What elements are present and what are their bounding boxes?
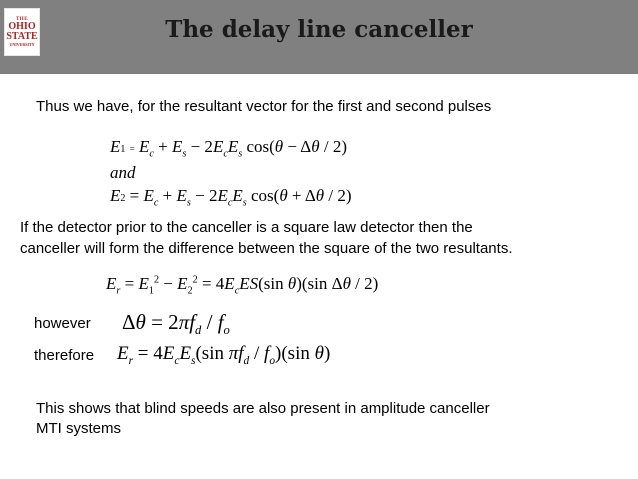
equation-e2: $E2 = E_c + E_s - 2E_cE_s$ cos(θ + Δθ / 2)	[110, 186, 352, 209]
logo-line-1: THE	[15, 17, 29, 22]
logo-line-3: STATE	[6, 31, 38, 42]
intro-text: Thus we have, for the resultant vector for the first and second pulses	[36, 98, 492, 115]
header-bar	[0, 0, 638, 74]
therefore-label: therefore	[34, 347, 95, 364]
detector-text-line-2: canceller will form the difference between the square of the two resultants.	[20, 240, 513, 257]
equation-er-final: $E_r = 4E_cE_s(\sin$ $\pi f_d / f_o)(\sin$ θ)	[117, 343, 331, 367]
logo-line-2: OHIO	[8, 21, 36, 32]
conclusion-text-line-2: MTI systems	[36, 420, 121, 437]
detector-text-line-1: If the detector prior to the canceller is a square law detector then the	[20, 219, 473, 236]
equation-delta-theta: $\Delta\theta = 2\pi f_d / f_o$	[122, 310, 230, 338]
and-word: and	[110, 163, 136, 182]
equation-e1: $E1 = E_c + E_s - 2E_cE_s$ cos(θ − Δθ / 2)	[110, 137, 347, 160]
slide-title: The delay line canceller	[165, 16, 473, 43]
conclusion-text-line-1: This shows that blind speeds are also present in amplitude canceller	[36, 400, 490, 417]
logo-line-4: UNIVERSITY	[9, 42, 35, 47]
equation-er-square-law: $E_r = E_1^2 - E_2^2 = 4E_cES(\sin$ θ)(sin Δθ / 2)	[106, 274, 379, 297]
however-label: however	[34, 315, 91, 332]
